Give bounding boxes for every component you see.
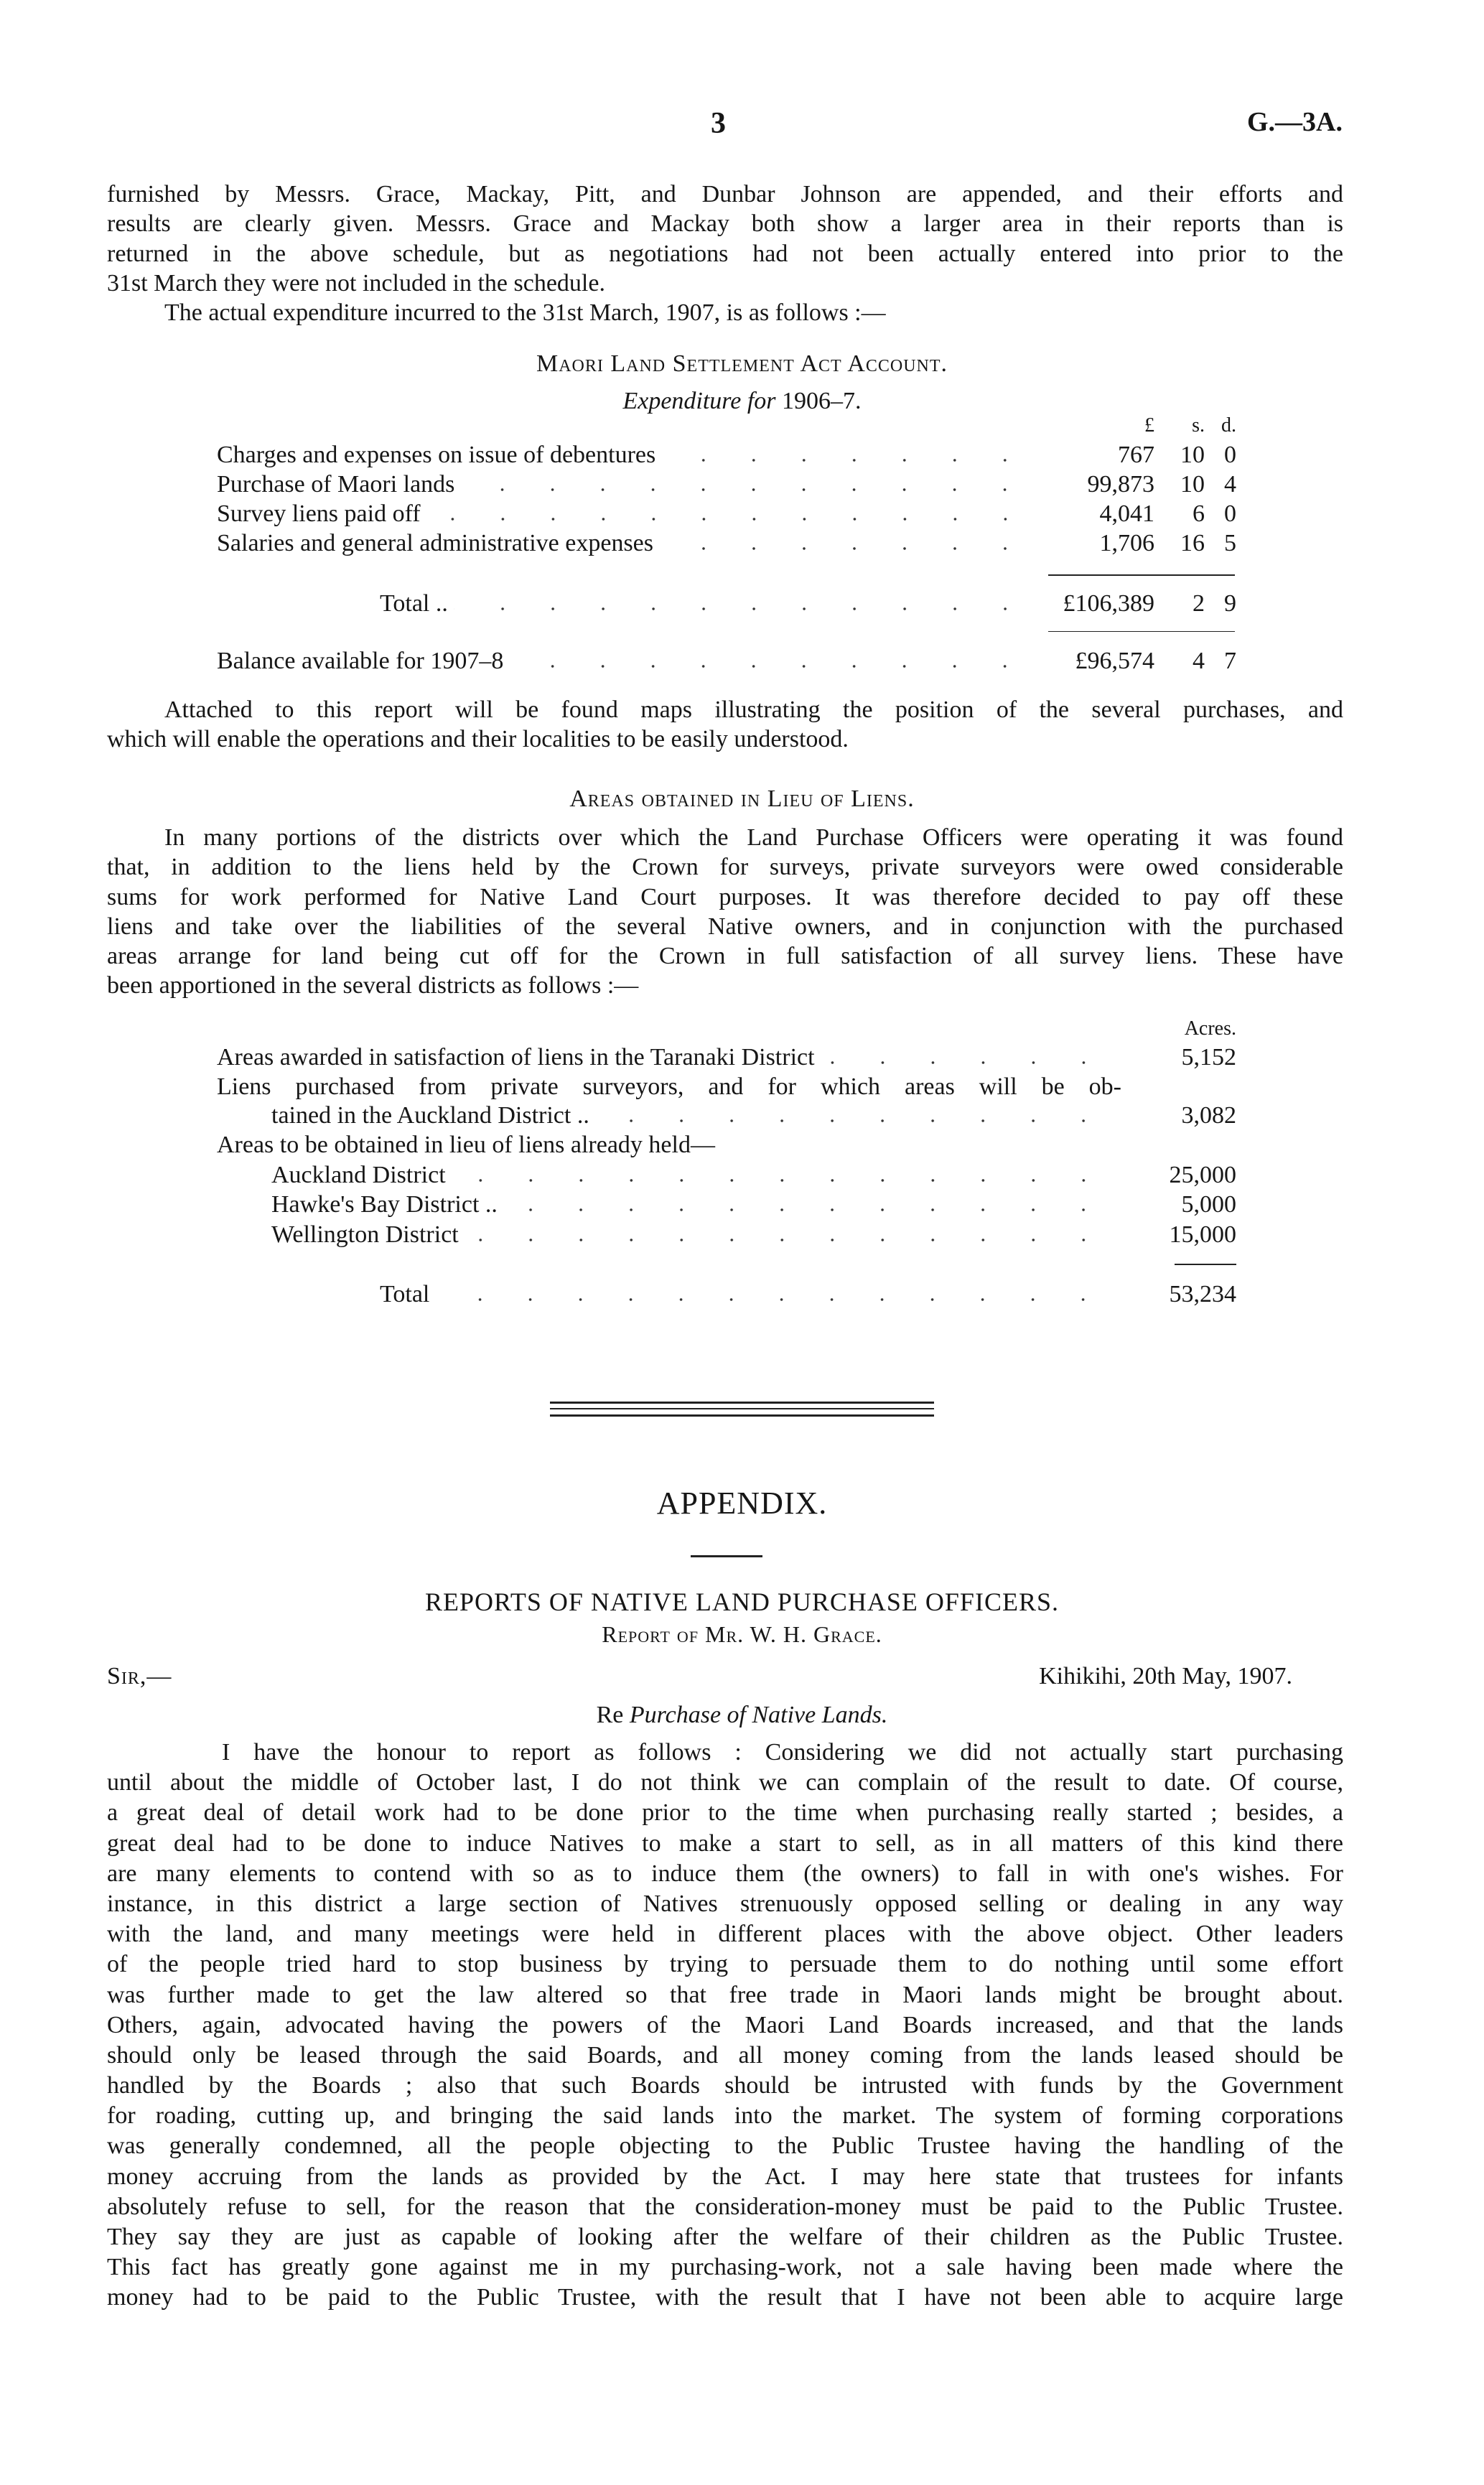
expenditure-row bbox=[217, 499, 1236, 528]
shillings: 10 bbox=[1180, 442, 1205, 468]
shillings: 2 bbox=[1193, 590, 1205, 617]
report-subject bbox=[0, 1702, 1484, 1729]
salutation: Sir,— bbox=[107, 1663, 172, 1689]
text-line: results are clearly given. Messrs. Grace and Mackay both show a larger area in their reports than is bbox=[107, 210, 1343, 238]
pence: 4 bbox=[1224, 471, 1236, 498]
total-rule bbox=[1048, 574, 1235, 576]
page-number: 3 bbox=[711, 107, 726, 140]
liens-row bbox=[217, 1072, 1236, 1101]
row-label: Purchase of Maori lands bbox=[217, 471, 455, 498]
text-line: absolutely refuse to sell, for the reason that the consideration-money must be paid to the Public Trustee. bbox=[107, 2193, 1343, 2220]
text-line: This fact has greatly gone against me in my purchasing-work, not a sale having been made where the bbox=[107, 2254, 1343, 2281]
text-line: been apportioned in the several districts as follows :— bbox=[107, 972, 639, 999]
acres: 53,234 bbox=[1169, 1281, 1236, 1307]
maps-paragraph bbox=[107, 695, 1343, 755]
row-label: Survey liens paid off bbox=[217, 500, 421, 527]
acres-header-row bbox=[217, 1014, 1236, 1043]
text-line: handled by the Boards ; also that such Boards should be intrusted with funds by the Government bbox=[107, 2072, 1343, 2099]
row-label: Wellington District bbox=[271, 1221, 459, 1248]
text-line: instance, in this district a large section of Natives strenuously opposed selling or dealing in any way bbox=[107, 1890, 1343, 1917]
header-shillings: s. bbox=[1192, 414, 1205, 437]
report-title: Report of Mr. W. H. Grace. bbox=[602, 1621, 882, 1647]
liens-paragraph bbox=[107, 823, 1343, 1001]
text-line: are many elements to contend with so as to induce them (the owners) to fall in with one's wishes. For bbox=[107, 1860, 1343, 1887]
text-line: furnished by Messrs. Grace, Mackay, Pitt, and Dunbar Johnson are appended, and their efforts and bbox=[107, 181, 1343, 208]
dot-leader bbox=[595, 1119, 1109, 1123]
text-line: a great deal of detail work had to be done prior to the time when purchasing really started ; besides, a bbox=[107, 1799, 1343, 1827]
pounds: £106,389 bbox=[1063, 590, 1154, 617]
balance-row bbox=[217, 646, 1236, 676]
pence: 0 bbox=[1224, 442, 1236, 468]
appendix-rule bbox=[691, 1555, 762, 1557]
text-line: with the land, and many meetings were held in different places with the above object. Other leaders bbox=[107, 1921, 1343, 1948]
text-line: money had to be paid to the Public Trustee, with the result that I have not been able to acquire large bbox=[107, 2284, 1343, 2311]
section-divider bbox=[550, 1408, 934, 1409]
acres: 3,082 bbox=[1181, 1102, 1236, 1129]
account-title: Maori Land Settlement Act Account. bbox=[536, 350, 948, 377]
text-line: Others, again, advocated having the powers of the Maori Land Boards increased, and that the lands bbox=[107, 2011, 1343, 2038]
text-line: returned in the above schedule, but as negotiations had not been actually entered into prior to the bbox=[107, 240, 1343, 267]
row-label: Areas to be obtained in lieu of liens already held— bbox=[217, 1132, 715, 1158]
pounds: 99,873 bbox=[1087, 471, 1154, 498]
shillings: 10 bbox=[1180, 471, 1205, 498]
dot-leader bbox=[426, 517, 1030, 521]
row-label: Balance available for 1907–8 bbox=[217, 648, 504, 674]
dot-leader bbox=[509, 664, 1030, 668]
intro-paragraph bbox=[107, 180, 1343, 327]
pence: 9 bbox=[1224, 590, 1236, 617]
text-line: areas arrange for land being cut off for the Crown in full satisfaction of all survey liens. These have bbox=[107, 943, 1343, 970]
header-pence: d. bbox=[1221, 414, 1236, 437]
row-label: Auckland District bbox=[271, 1162, 446, 1188]
pounds: £96,574 bbox=[1075, 648, 1154, 674]
re-subject: Purchase of Native Lands. bbox=[629, 1702, 888, 1728]
row-label: Charges and expenses on issue of debentures bbox=[217, 442, 656, 468]
liens-row bbox=[217, 1190, 1236, 1219]
reports-heading: REPORTS OF NATIVE LAND PURCHASE OFFICERS. bbox=[425, 1587, 1059, 1616]
dot-leader bbox=[821, 1060, 1109, 1065]
acres: 15,000 bbox=[1169, 1221, 1236, 1248]
text-line: Attached to this report will be found maps illustrating the position of the several purchases, and bbox=[164, 696, 1343, 723]
liens-row bbox=[217, 1220, 1236, 1249]
expenditure-row bbox=[217, 528, 1236, 558]
appendix-title: APPENDIX. bbox=[656, 1486, 828, 1521]
acres: 5,152 bbox=[1181, 1044, 1236, 1071]
pounds: 4,041 bbox=[1099, 500, 1154, 527]
text-line: was further made to get the law altered so that free trade in Maori lands might be brought about. bbox=[107, 1981, 1343, 2008]
liens-title: Areas obtained in Lieu of Liens. bbox=[569, 785, 915, 812]
expenditure-row bbox=[217, 440, 1236, 470]
subtitle-year: 1906–7. bbox=[782, 388, 862, 414]
expenditure-row bbox=[217, 470, 1236, 499]
text-line: for roading, cutting up, and bringing the said lands into the market. The system of forming corporations bbox=[107, 2102, 1343, 2130]
liens-total-row bbox=[217, 1279, 1236, 1309]
balance-rule bbox=[1048, 631, 1235, 632]
dot-leader bbox=[659, 546, 1030, 551]
pence: 5 bbox=[1224, 530, 1236, 556]
text-line: of the people tried hard to stop business by trying to persuade them to do nothing until some effort bbox=[107, 1951, 1343, 1978]
row-label: tained in the Auckland District .. bbox=[271, 1102, 589, 1129]
shillings: 16 bbox=[1180, 530, 1205, 556]
text-line: They say they are just as capable of looking after the welfare of their children as the Public Trustee. bbox=[107, 2224, 1343, 2250]
liens-row bbox=[217, 1043, 1236, 1072]
text-line: that, in addition to the liens held by the Crown for surveys, private surveyors were owed considerable bbox=[107, 854, 1343, 881]
dot-leader bbox=[435, 1297, 1109, 1302]
row-label: Hawke's Bay District .. bbox=[271, 1191, 498, 1218]
liens-row bbox=[217, 1101, 1236, 1130]
acres-total-rule bbox=[1175, 1264, 1236, 1265]
row-label: Salaries and general administrative expenses bbox=[217, 530, 653, 556]
column-headers bbox=[217, 411, 1236, 440]
text-line: which will enable the operations and their localities to be easily understood. bbox=[107, 726, 849, 753]
re-prefix: Re bbox=[596, 1702, 624, 1728]
text-line: liens and take over the liabilities of the several Native owners, and in conjunction with the purchased bbox=[107, 913, 1343, 940]
liens-row bbox=[217, 1130, 1236, 1160]
text-line: great deal had to be done to induce Natives to make a start to sell, as in all matters of this kind there bbox=[107, 1829, 1343, 1857]
pence: 7 bbox=[1224, 648, 1236, 674]
dot-leader bbox=[454, 607, 1030, 611]
pounds: 1,706 bbox=[1099, 530, 1154, 556]
row-label: Areas awarded in satisfaction of liens in the Taranaki District bbox=[217, 1044, 815, 1071]
text-line: money accruing from the lands as provided by the Act. I may here state that trustees for infants bbox=[107, 2163, 1343, 2190]
section-divider bbox=[550, 1414, 934, 1417]
text-line: sums for work performed for Native Land Court purposes. It was therefore decided to pay off these bbox=[107, 883, 1343, 910]
text-line: until about the middle of October last, I do not think we can complain of the result to date. Of course, bbox=[107, 1769, 1343, 1796]
row-label: Total .. bbox=[380, 590, 448, 617]
place-date: Kihikihi, 20th May, 1907. bbox=[1039, 1663, 1292, 1689]
header-acres: Acres. bbox=[1184, 1017, 1236, 1040]
text-line: I have the honour to report as follows : Considering we did not actually start purchasing bbox=[222, 1739, 1343, 1766]
liens-row bbox=[217, 1160, 1236, 1190]
acres: 25,000 bbox=[1169, 1162, 1236, 1188]
dot-leader bbox=[661, 458, 1030, 462]
expenditure-total-row bbox=[217, 589, 1236, 618]
shillings: 6 bbox=[1193, 500, 1205, 527]
shillings: 4 bbox=[1193, 648, 1205, 674]
section-divider bbox=[550, 1402, 934, 1404]
dot-leader bbox=[452, 1178, 1109, 1183]
text-line: should only be leased through the said Boards, and all money coming from the lands leased should be bbox=[107, 2041, 1343, 2069]
pounds: 767 bbox=[1118, 442, 1154, 468]
document-reference: G.—3A. bbox=[1247, 107, 1343, 137]
header-pounds: £ bbox=[1144, 414, 1154, 437]
pence: 0 bbox=[1224, 500, 1236, 527]
dot-leader bbox=[465, 1238, 1109, 1242]
text-line: 31st March they were not included in the schedule. bbox=[107, 269, 605, 297]
row-label: Liens purchased from private surveyors, and for which areas will be ob- bbox=[217, 1073, 1121, 1100]
dot-leader bbox=[503, 1208, 1109, 1212]
expenditure-intro: The actual expenditure incurred to the 31st March, 1907, is as follows :— bbox=[164, 299, 886, 327]
acres: 5,000 bbox=[1181, 1191, 1236, 1218]
text-line: was generally condemned, all the people objecting to the Public Trustee having the handling of the bbox=[107, 2132, 1343, 2160]
row-label: Total bbox=[380, 1281, 430, 1307]
subtitle-italic: Expenditure for bbox=[622, 388, 776, 414]
report-body bbox=[107, 1738, 1343, 2313]
text-line: In many portions of the districts over which the Land Purchase Officers were operating it was found bbox=[164, 824, 1343, 851]
dot-leader bbox=[460, 488, 1030, 492]
